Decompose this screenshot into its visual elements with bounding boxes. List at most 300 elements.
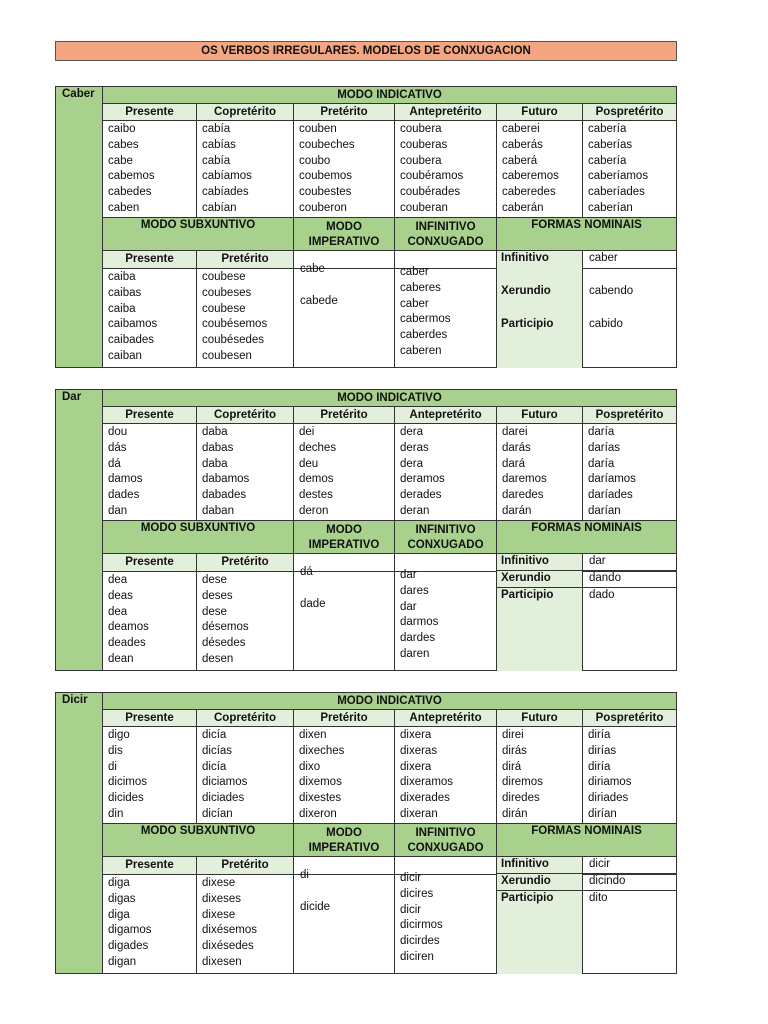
form-word: dixésedes: [202, 940, 254, 953]
indicativo-col-presente: [103, 104, 196, 121]
form-word: demos: [299, 473, 334, 486]
form-word: darías: [588, 441, 620, 454]
nominal-label-participio: Participio: [501, 318, 554, 330]
modo-subxuntivo-header: [103, 218, 293, 251]
column-header: Presente: [125, 712, 174, 724]
form-word: dicir: [400, 872, 422, 884]
indicativo-col-futuro: [496, 710, 582, 727]
nominal-value-participio: dito: [589, 892, 608, 904]
indicativo-header-row: [103, 390, 676, 406]
form-word: dixestes: [299, 792, 342, 805]
form-word: dicirdes: [400, 935, 440, 948]
form-word: cabían: [202, 201, 237, 214]
form-word: deades: [108, 637, 146, 650]
form-word: darei: [502, 426, 528, 438]
form-word: coubese: [202, 271, 246, 283]
subxuntivo-presente-forms: [103, 572, 196, 671]
form-word: digan: [108, 955, 137, 968]
column-header: Presente: [125, 859, 174, 871]
form-word: dixésemos: [202, 924, 257, 937]
form-word: daríades: [588, 489, 633, 502]
form-word: cabía: [202, 123, 231, 135]
form-word: caberán: [502, 201, 544, 214]
form-word: caberei: [502, 123, 540, 135]
form-word: dicía: [202, 760, 227, 773]
form-word: dirán: [502, 807, 528, 820]
form-word: diría: [588, 760, 611, 773]
imperativo-word: dicide: [300, 901, 331, 913]
modo-imperativo-label: MODO IMPERATIVO: [308, 826, 380, 854]
nominal-label-xerundio: Xerundio: [501, 285, 551, 297]
indicativo-pospreterito-forms: [582, 727, 676, 824]
form-word: dixesen: [202, 955, 242, 968]
imperativo-forms: [293, 857, 394, 974]
column-header: Pretérito: [221, 859, 269, 871]
modes-header-row: [103, 520, 676, 554]
subxuntivo-col-preterito: [196, 251, 293, 268]
formas-nominais-label: FORMAS NOMINAIS: [531, 219, 642, 231]
form-word: couberon: [299, 201, 347, 214]
indicativo-col-copreterito: [196, 104, 293, 121]
form-word: couberan: [400, 201, 448, 214]
imperativo-word: cabe: [300, 263, 325, 275]
form-word: dixera: [400, 729, 432, 741]
form-word: desen: [202, 652, 234, 665]
form-word: dirás: [502, 744, 527, 757]
column-header: Pospretérito: [595, 106, 664, 118]
form-word: coubeches: [299, 138, 355, 151]
lower-section: [103, 553, 676, 671]
column-header: Copretérito: [214, 712, 276, 724]
form-word: diría: [588, 729, 611, 741]
formas-nominais-header: [496, 218, 676, 251]
form-word: darás: [502, 441, 531, 454]
form-word: daríamos: [588, 473, 636, 486]
form-word: caibades: [108, 334, 155, 347]
column-header: Presente: [125, 409, 174, 421]
indicativo-col-antepreterito: [394, 104, 496, 121]
form-word: désemos: [202, 621, 249, 634]
modo-subxuntivo-label: MODO SUBXUNTIVO: [140, 522, 256, 534]
form-word: dar: [400, 569, 417, 581]
indicativo-presente-forms: [103, 727, 196, 824]
column-header: Futuro: [521, 409, 558, 421]
indicativo-col-copreterito: [196, 407, 293, 424]
form-word: dicían: [202, 807, 233, 820]
column-header: Pretérito: [320, 712, 368, 724]
form-word: dabamos: [202, 473, 250, 486]
indicativo-preterito-forms: [293, 727, 394, 824]
imperativo-word: di: [300, 869, 309, 881]
column-header: Futuro: [521, 712, 558, 724]
indicativo-antepreterito-forms: [394, 424, 496, 521]
form-word: caberes: [400, 281, 441, 294]
column-header: Pospretérito: [595, 712, 664, 724]
form-word: dixese: [202, 908, 236, 921]
form-word: dicimos: [108, 776, 147, 789]
form-word: caberá: [502, 154, 538, 167]
imperativo-word: cabede: [300, 295, 338, 307]
nominal-value-participio: dado: [589, 589, 615, 601]
form-word: dicirmos: [400, 919, 443, 932]
column-header: Presente: [125, 556, 174, 568]
form-word: coubese: [202, 302, 246, 315]
indicativo-forms-row: [103, 726, 676, 824]
modo-indicativo-label: MODO INDICATIVO: [337, 392, 442, 404]
form-word: dixemos: [299, 776, 342, 789]
column-header: Antepretérito: [409, 712, 482, 724]
form-word: cabíamos: [202, 170, 252, 183]
form-word: dea: [108, 605, 128, 618]
nominal-label-xerundio: Xerundio: [501, 875, 551, 887]
form-word: cabería: [588, 154, 627, 167]
indicativo-copreterito-forms: [196, 424, 293, 521]
form-word: dicides: [108, 792, 144, 805]
form-word: dixo: [299, 760, 321, 773]
formas-nominais-header: [496, 521, 676, 554]
form-word: caberíamos: [588, 170, 649, 183]
form-word: digades: [108, 940, 149, 953]
form-word: dixese: [202, 877, 236, 889]
form-word: caberás: [502, 138, 543, 151]
form-word: dirías: [588, 744, 617, 757]
indicativo-header-row: [103, 87, 676, 103]
subxuntivo-col-presente: [103, 857, 196, 874]
form-word: dan: [108, 504, 128, 517]
subxuntivo-col-preterito: [196, 857, 293, 874]
form-word: cabíades: [202, 186, 249, 199]
column-header: Presente: [125, 106, 174, 118]
form-word: caibo: [108, 123, 136, 135]
form-word: dades: [108, 489, 140, 502]
modo-imperativo-header: [293, 824, 394, 857]
page-title: OS VERBOS IRREGULARES. MODELOS DE CONXUGACION: [55, 41, 677, 61]
form-word: caber: [400, 266, 429, 278]
imperativo-forms: [293, 554, 394, 671]
form-word: dás: [108, 441, 127, 454]
modo-indicativo-label: MODO INDICATIVO: [337, 89, 442, 101]
form-word: dirían: [588, 807, 617, 820]
verb-table-caber: [55, 86, 677, 368]
form-word: dixen: [299, 729, 327, 741]
modes-header-row: [103, 217, 676, 251]
form-word: daban: [202, 504, 234, 517]
form-word: diriades: [588, 792, 629, 805]
nominal-value-infinitivo: caber: [589, 252, 618, 264]
subxuntivo-col-presente: [103, 251, 196, 268]
form-word: coubo: [299, 154, 331, 167]
form-word: caiba: [108, 302, 136, 315]
form-word: daremos: [502, 473, 547, 486]
nominal-value-xerundio: dando: [589, 572, 621, 584]
form-word: caber: [400, 297, 429, 310]
form-word: damos: [108, 473, 143, 486]
form-word: coubera: [400, 154, 442, 167]
indicativo-futuro-forms: [496, 727, 582, 824]
column-header: Antepretérito: [409, 106, 482, 118]
form-word: dá: [108, 457, 121, 470]
form-word: diciamos: [202, 776, 248, 789]
infinitivo-conxugado-forms: [394, 554, 496, 671]
form-word: deron: [299, 504, 329, 517]
infinitivo-conxugado-forms: [394, 251, 496, 368]
form-word: dicires: [400, 887, 434, 900]
modo-indicativo-header: [103, 390, 676, 406]
form-word: daren: [400, 647, 430, 660]
subxuntivo-col-presente: [103, 554, 196, 571]
indicativo-copreterito-forms: [196, 121, 293, 218]
form-word: cabes: [108, 138, 139, 151]
form-word: daría: [588, 426, 615, 438]
indicativo-preterito-forms: [293, 121, 394, 218]
form-word: deramos: [400, 473, 445, 486]
verb-name: Dicir: [56, 693, 103, 973]
form-word: deran: [400, 504, 430, 517]
form-word: dirá: [502, 760, 522, 773]
modo-indicativo-header: [103, 87, 676, 103]
infinitivo-conxugado-label: INFINITIVO CONXUGADO: [407, 826, 484, 854]
form-word: din: [108, 807, 124, 820]
form-word: diciades: [202, 792, 245, 805]
modes-header-row: [103, 823, 676, 857]
indicativo-columns-row: [103, 406, 676, 424]
form-word: dabades: [202, 489, 247, 502]
verb-name: Dar: [56, 390, 103, 670]
nominal-label-participio: Participio: [501, 892, 554, 904]
nominal-label-xerundio: Xerundio: [501, 572, 551, 584]
form-word: dis: [108, 744, 123, 757]
form-word: cabe: [108, 154, 133, 167]
indicativo-col-presente: [103, 407, 196, 424]
form-word: couben: [299, 123, 337, 135]
form-word: dixeses: [202, 892, 241, 905]
indicativo-col-presente: [103, 710, 196, 727]
form-word: diga: [108, 877, 130, 889]
form-word: dou: [108, 426, 128, 438]
form-word: di: [108, 760, 117, 773]
form-word: dicía: [202, 729, 227, 741]
form-word: dabas: [202, 441, 234, 454]
indicativo-col-pospreterito: [582, 710, 676, 727]
formas-nominais-label: FORMAS NOMINAIS: [531, 522, 642, 534]
column-header: Futuro: [521, 106, 558, 118]
subxuntivo-preterito-forms: [196, 875, 293, 974]
imperativo-forms: [293, 251, 394, 368]
infinitivo-conxugado-label: INFINITIVO CONXUGADO: [407, 220, 484, 248]
form-word: dixerades: [400, 792, 450, 805]
indicativo-antepreterito-forms: [394, 121, 496, 218]
form-word: couberas: [400, 138, 448, 151]
form-word: deras: [400, 441, 429, 454]
form-word: digas: [108, 892, 136, 905]
column-header: Pretérito: [320, 409, 368, 421]
modo-subxuntivo-header: [103, 521, 293, 554]
nominal-label-infinitivo: Infinitivo: [501, 555, 549, 567]
form-word: diredes: [502, 792, 540, 805]
form-word: coubeses: [202, 286, 252, 299]
indicativo-col-futuro: [496, 104, 582, 121]
indicativo-forms-row: [103, 120, 676, 218]
form-word: deu: [299, 457, 319, 470]
form-word: cabía: [202, 154, 231, 167]
form-word: coubéramos: [400, 170, 464, 183]
form-word: cabermos: [400, 313, 451, 326]
infinitivo-conxugado-header: [394, 218, 496, 251]
form-word: deches: [299, 441, 337, 454]
form-word: dera: [400, 457, 424, 470]
form-word: diriamos: [588, 776, 632, 789]
form-word: dixera: [400, 760, 432, 773]
form-word: caberedes: [502, 186, 556, 199]
column-header: Pretérito: [320, 106, 368, 118]
indicativo-presente-forms: [103, 424, 196, 521]
nominal-label-infinitivo: Infinitivo: [501, 858, 549, 870]
imperativo-word: dade: [300, 598, 326, 610]
formas-nominais-header: [496, 824, 676, 857]
form-word: coubésemos: [202, 318, 268, 331]
subxuntivo-presente-forms: [103, 269, 196, 368]
nominal-value-infinitivo: dicir: [589, 858, 611, 870]
modo-imperativo-header: [293, 521, 394, 554]
form-word: diga: [108, 908, 130, 921]
column-header: Presente: [125, 253, 174, 265]
column-header: Pretérito: [221, 253, 269, 265]
indicativo-pospreterito-forms: [582, 121, 676, 218]
column-header: Copretérito: [214, 106, 276, 118]
form-word: daredes: [502, 489, 544, 502]
form-word: caibas: [108, 286, 142, 299]
indicativo-col-pospreterito: [582, 407, 676, 424]
lower-section: [103, 250, 676, 368]
indicativo-col-antepreterito: [394, 710, 496, 727]
form-word: caiba: [108, 271, 136, 283]
indicativo-columns-row: [103, 709, 676, 727]
column-header: Pretérito: [221, 556, 269, 568]
form-word: caberían: [588, 201, 633, 214]
form-word: caberemos: [502, 170, 559, 183]
form-word: dese: [202, 574, 227, 586]
form-word: darían: [588, 504, 621, 517]
verb-name: Caber: [56, 87, 103, 367]
form-word: dean: [108, 652, 134, 665]
column-header: Pospretérito: [595, 409, 664, 421]
nominal-divider: [496, 587, 676, 588]
nominal-label-participio: Participio: [501, 589, 554, 601]
form-word: dixeches: [299, 744, 345, 757]
form-word: coubérades: [400, 186, 461, 199]
form-word: diremos: [502, 776, 543, 789]
nominal-value-infinitivo: dar: [589, 555, 606, 567]
form-word: dea: [108, 574, 128, 586]
form-word: caberías: [588, 138, 633, 151]
indicativo-header-row: [103, 693, 676, 709]
form-word: darán: [502, 504, 532, 517]
form-word: dese: [202, 605, 227, 618]
nominal-value-xerundio: cabendo: [589, 285, 634, 297]
indicativo-presente-forms: [103, 121, 196, 218]
indicativo-col-copreterito: [196, 710, 293, 727]
nominais-values: [582, 251, 676, 368]
verb-content: [103, 87, 676, 367]
subxuntivo-presente-forms: [103, 875, 196, 974]
form-word: deas: [108, 589, 133, 602]
form-word: dicías: [202, 744, 233, 757]
form-word: destes: [299, 489, 333, 502]
form-word: direi: [502, 729, 524, 741]
subxuntivo-preterito-forms: [196, 572, 293, 671]
column-header: Copretérito: [214, 409, 276, 421]
verb-table-dar: [55, 389, 677, 671]
nominal-value-xerundio: dicindo: [589, 875, 626, 887]
form-word: diciren: [400, 950, 434, 963]
form-word: coubemos: [299, 170, 353, 183]
form-word: dixeramos: [400, 776, 454, 789]
form-word: caberdes: [400, 329, 448, 342]
nominal-divider: [496, 890, 676, 891]
form-word: daba: [202, 426, 228, 438]
form-word: dera: [400, 426, 424, 438]
form-word: caben: [108, 201, 140, 214]
modo-imperativo-label: MODO IMPERATIVO: [308, 220, 380, 248]
verb-table-dicir: [55, 692, 677, 974]
subxuntivo-preterito-forms: [196, 269, 293, 368]
modo-indicativo-header: [103, 693, 676, 709]
indicativo-col-preterito: [293, 104, 394, 121]
nominais-labels: [496, 251, 582, 368]
form-word: daba: [202, 457, 228, 470]
indicativo-forms-row: [103, 423, 676, 521]
indicativo-preterito-forms: [293, 424, 394, 521]
nominal-label-infinitivo: Infinitivo: [501, 252, 549, 264]
formas-nominais-label: FORMAS NOMINAIS: [531, 825, 642, 837]
indicativo-col-preterito: [293, 407, 394, 424]
infinitivo-conxugado-header: [394, 521, 496, 554]
modo-subxuntivo-label: MODO SUBXUNTIVO: [140, 219, 256, 231]
form-word: caberen: [400, 344, 442, 357]
indicativo-pospreterito-forms: [582, 424, 676, 521]
form-word: caibamos: [108, 318, 158, 331]
indicativo-antepreterito-forms: [394, 727, 496, 824]
form-word: dixeran: [400, 807, 438, 820]
verb-content: [103, 390, 676, 670]
form-word: caiban: [108, 349, 142, 362]
form-word: coubestes: [299, 186, 352, 199]
column-header: Antepretérito: [409, 409, 482, 421]
modo-imperativo-header: [293, 218, 394, 251]
verb-content: [103, 693, 676, 973]
form-word: dardes: [400, 632, 436, 645]
indicativo-copreterito-forms: [196, 727, 293, 824]
form-word: dar: [400, 600, 417, 613]
modo-subxuntivo-header: [103, 824, 293, 857]
form-word: dei: [299, 426, 315, 438]
form-word: digamos: [108, 924, 152, 937]
modo-subxuntivo-label: MODO SUBXUNTIVO: [140, 825, 256, 837]
indicativo-columns-row: [103, 103, 676, 121]
form-word: dará: [502, 457, 526, 470]
subxuntivo-col-preterito: [196, 554, 293, 571]
form-word: darmos: [400, 616, 439, 629]
nominal-divider: [496, 570, 676, 571]
form-word: daría: [588, 457, 615, 470]
form-word: cabías: [202, 138, 236, 151]
indicativo-futuro-forms: [496, 121, 582, 218]
form-word: coubera: [400, 123, 442, 135]
modo-imperativo-label: MODO IMPERATIVO: [308, 523, 380, 551]
indicativo-col-antepreterito: [394, 407, 496, 424]
nominal-value-participio: cabido: [589, 318, 623, 330]
form-word: dixeras: [400, 744, 438, 757]
